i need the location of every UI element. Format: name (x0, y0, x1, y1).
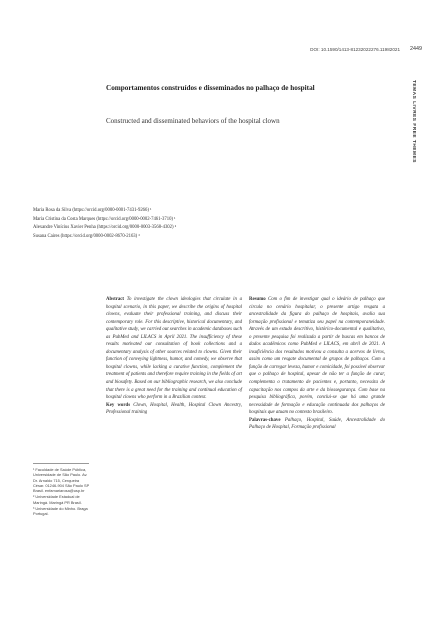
doi-text: DOI: 10.1590/1413-81232022276.11982021 (310, 47, 400, 52)
footnote-rule (33, 463, 89, 464)
author-line: Susana Caires (https://orcid.org/0000-0002-8670-2163) ³ (33, 233, 140, 239)
abstract-label: Abstract (106, 297, 125, 302)
resumo-label: Resumo (249, 297, 266, 302)
abstract-portuguese (249, 296, 385, 432)
palavras-chave-text: Palhaço, Hospital, Saúde, Ancestralidade do Palhaço de Hospital, Formação profissional (249, 417, 385, 431)
affiliation: ² Universidade Estadual de Maringá. Maringá PR Brasil. (33, 494, 82, 505)
author-line: Maria Rosa da Silva (https://orcid.org/0000-0001-7431-9266) ¹ (33, 208, 152, 213)
author-line: Alexandre Vinícius Xavier Penha (https://orcid.org/0000-0003-3568-4302) ² (33, 225, 177, 231)
affiliation: ³ Universidade do Minho. Braga Portugal. (33, 506, 88, 517)
keywords-text: Clown, Hospital, Health, Hospital Clown Ancestry, Professional training (106, 402, 242, 416)
title-portuguese: Comportamentos construídos e disseminados no palhaço de hospital (106, 84, 315, 92)
abstract-text: To investigate the clown ideologies that circulate in a hospital scenario, in this paper, we describe the origins of hospital clowns, evaluate their professional training, and discuss their contemporary role. For this descriptive, historical documentary, and qualitative study, we carried out searches in academic databases such as PubMed and LILACS in April 2021. The insufficiency of these results motivated our consultation of book collections and a documentary analysis of other sources related to clowns. Given their function of conveying lightness, humor, and comedy, we observe that hospital clowns, while lacking a curative function, complement the treatment of patients and therefore require training in the fields of art and biosafety. Based on our bibliographic research, we also conclude that there is a great need for the training and continual education of hospital clowns who perform in a Brazilian context. (106, 297, 242, 401)
abstract-english (106, 296, 242, 417)
author-list (33, 207, 293, 241)
palavras-chave-label: Palavras-chave (249, 417, 281, 423)
affiliations-footnote (33, 463, 91, 518)
page-number: 2449 (410, 46, 422, 52)
section-side-label: TEMAS LIVRES FREE THEMES (411, 80, 416, 163)
keywords-label: Key words (106, 402, 131, 408)
resumo-text: Com o fim de investigar qual o ideário de palhaço que circula no cenário hospitalar, o presente artigo resgata a ancestralidade da figura do palhaço de hospitais, avalia sua formação profissional e tematiza seu papel na contemporaneidade. Através de um estudo descritivo, histórico-documental e qualitativo, o presente pesquisa foi realizada a partir de buscas em bancos de dados acadêmicos como PubMed e LILACS, em abril de 2021. A insuficiência dos resultados motivou a consulta a acervos de livros, assim como um resgate documental de grupos de palhaços. Com a função de carregar leveza, humor e comicidade, foi possível observar que o palhaço de hospital, apesar de não ter a função de curar, complementa o tratamento de pacientes e, portanto, necessita de capacitação nos campos da arte e da biossegurança. Com base na pesquisa bibliográfica, porém, conclui-se que há uma grande necessidade de formação e educação continuada dos palhaços de hospitais que atuam no contexto brasileiro. (249, 297, 385, 416)
author-line: Maria Cristina da Costa Marques (https://orcid.org/0000-0002-7461-3710) ¹ (33, 216, 176, 222)
title-english: Constructed and disseminated behaviors of the hospital clown (106, 117, 280, 125)
affiliation: ¹ Faculdade de Saúde Pública, Universidade de São Paulo. Av. Dr. Arnaldo 715, Cerqueira César. 01246-904 São Paulo SP Brasil. enfamariarosa@usp.br (33, 467, 90, 494)
